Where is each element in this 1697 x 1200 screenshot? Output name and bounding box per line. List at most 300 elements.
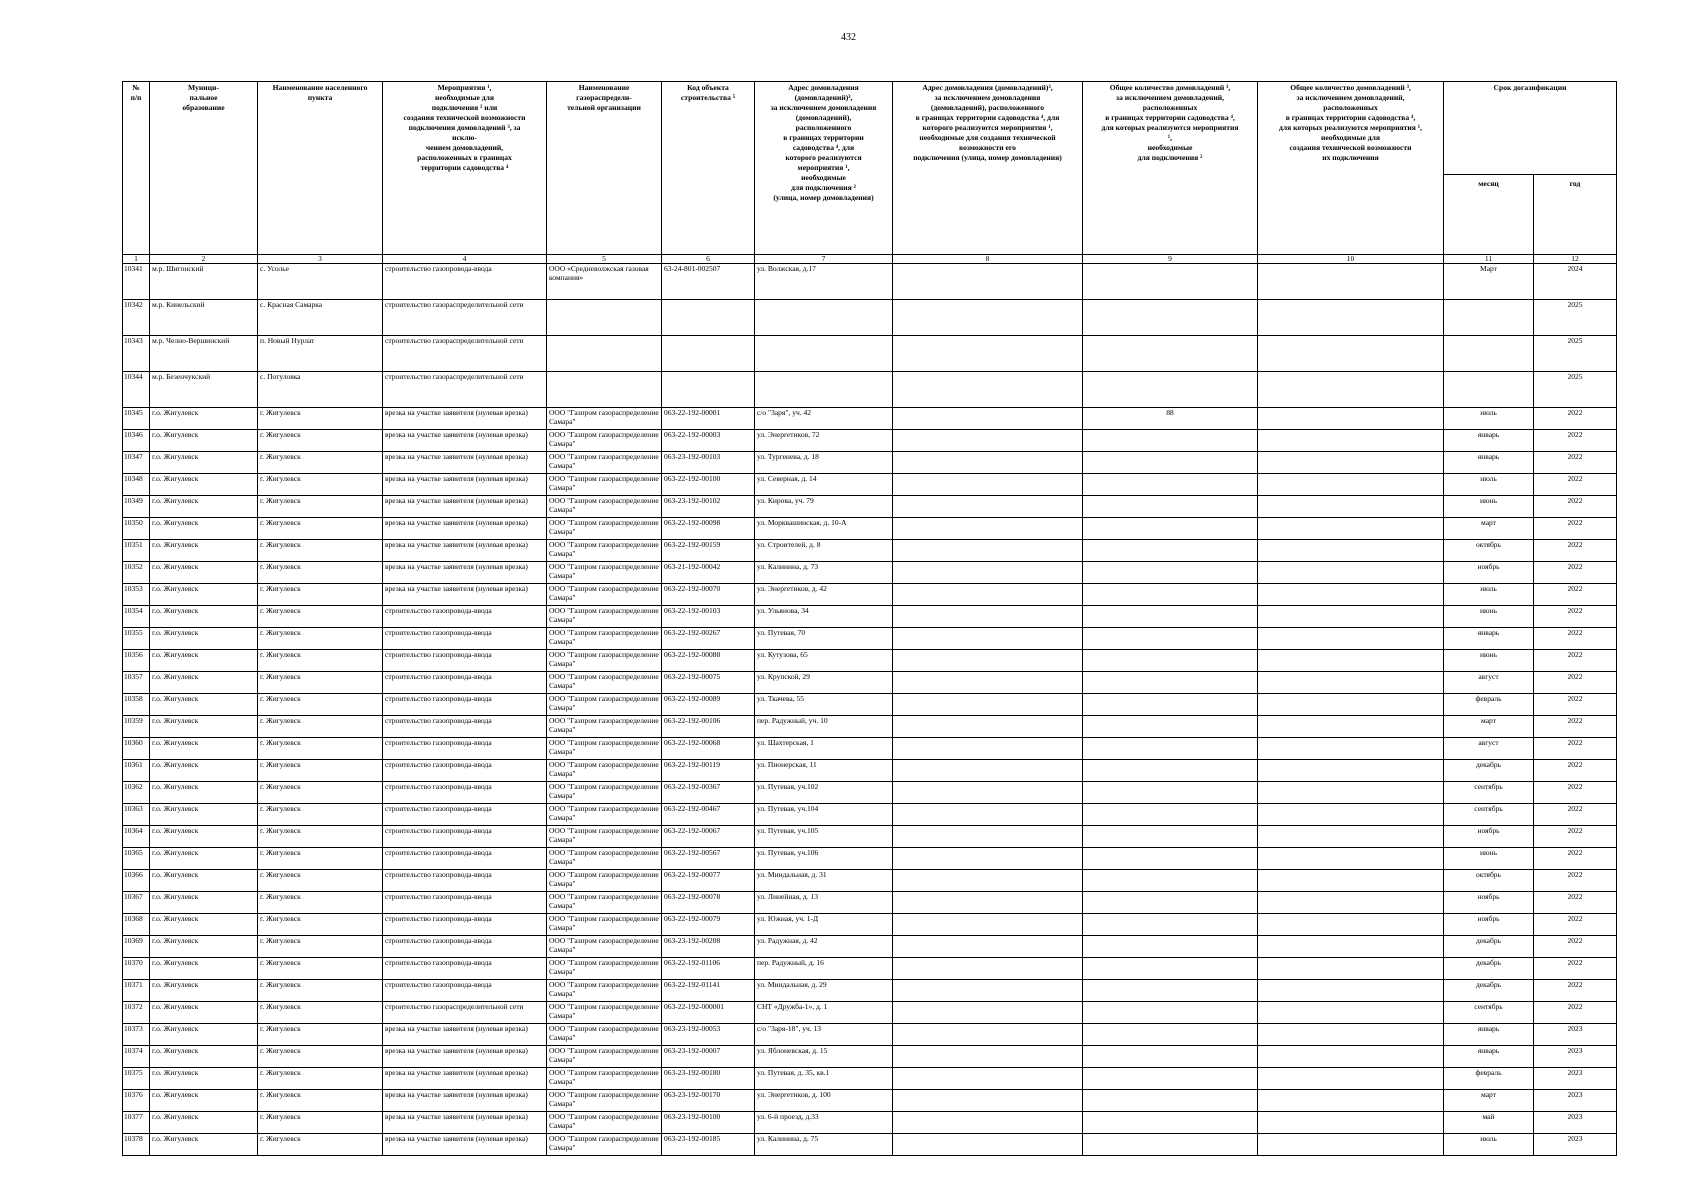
year-cell: 2022	[1534, 408, 1617, 430]
month-cell: декабрь	[1444, 760, 1534, 782]
household-count-cell	[1083, 540, 1258, 562]
table-row	[123, 452, 1617, 474]
object-code-cell: 063-22-192-00088	[662, 650, 755, 672]
year-cell: 2023	[1534, 1068, 1617, 1090]
header-c10	[1258, 82, 1444, 255]
household-count-cell	[1083, 892, 1258, 914]
organization-cell: ООО "Газпром газораспределение Самара"	[547, 914, 662, 936]
header-line: Мероприятия ¹,	[437, 83, 492, 92]
column-number: 10	[1258, 255, 1444, 264]
month-cell: июль	[1444, 474, 1534, 496]
household-count-cell	[1083, 694, 1258, 716]
month-cell: Март	[1444, 264, 1534, 300]
address-cell	[755, 300, 893, 336]
header-line: ¹,	[1167, 133, 1173, 142]
year-cell: 2022	[1534, 716, 1617, 738]
address-cell: ул. Миндальная, д. 31	[755, 870, 893, 892]
household-count-tech-cell	[1258, 804, 1444, 826]
organization-cell: ООО "Газпром газораспределение Самара"	[547, 1112, 662, 1134]
header-line: за исключением домовладений,	[1296, 93, 1405, 102]
address-cell: ул. Пионерская, 11	[755, 760, 893, 782]
settlement-cell: г. Жигулевск	[258, 430, 383, 452]
organization-cell	[547, 300, 662, 336]
household-count-tech-cell	[1258, 738, 1444, 760]
organization-cell	[547, 336, 662, 372]
address-tech-cell	[893, 430, 1083, 452]
organization-cell: ООО "Газпром газораспределение Самара"	[547, 848, 662, 870]
header-line: Адрес домовладения (домовладений)³,	[922, 83, 1053, 92]
row-number-cell: 10370	[123, 958, 150, 980]
month-cell: июль	[1444, 408, 1534, 430]
header-line: №	[132, 83, 140, 92]
address-cell: ул. Тургенева, д. 18	[755, 452, 893, 474]
settlement-cell: г. Жигулевск	[258, 782, 383, 804]
settlement-cell: г. Жигулевск	[258, 1090, 383, 1112]
table-row	[123, 408, 1617, 430]
measure-cell: строительство газопровода-ввода	[383, 870, 547, 892]
address-tech-cell	[893, 584, 1083, 606]
header-c3	[258, 82, 383, 255]
municipality-cell: г.о. Жигулевск	[150, 848, 258, 870]
month-cell	[1444, 336, 1534, 372]
address-cell: ул. Путевая, д. 35, кв.1	[755, 1068, 893, 1090]
header-line: Код объекта	[687, 83, 729, 92]
organization-cell: ООО "Газпром газораспределение Самара"	[547, 452, 662, 474]
municipality-cell: г.о. Жигулевск	[150, 496, 258, 518]
header-line: Наименование населенного	[272, 83, 368, 92]
settlement-cell: г. Жигулевск	[258, 672, 383, 694]
header-line: Общее количество домовладений ³,	[1109, 83, 1231, 92]
table-row	[123, 782, 1617, 804]
object-code-cell: 063-22-192-00068	[662, 738, 755, 760]
organization-cell: ООО "Газпром газораспределение Самара"	[547, 1068, 662, 1090]
settlement-cell: г. Жигулевск	[258, 496, 383, 518]
settlement-cell: г. Жигулевск	[258, 606, 383, 628]
household-count-tech-cell	[1258, 936, 1444, 958]
measure-cell: строительство газопровода-ввода	[383, 782, 547, 804]
municipality-cell: г.о. Жигулевск	[150, 1090, 258, 1112]
object-code-cell: 063-22-192-00079	[662, 914, 755, 936]
header-line: строительства ⁵	[680, 93, 736, 102]
header-line: территории садоводства ⁴	[420, 163, 509, 172]
address-tech-cell	[893, 892, 1083, 914]
header-line: Муници-	[188, 83, 219, 92]
household-count-cell	[1083, 628, 1258, 650]
organization-cell: ООО "Газпром газораспределение Самара"	[547, 628, 662, 650]
municipality-cell: г.о. Жигулевск	[150, 914, 258, 936]
month-cell: октябрь	[1444, 540, 1534, 562]
organization-cell: ООО "Газпром газораспределение Самара"	[547, 980, 662, 1002]
table-row	[123, 738, 1617, 760]
object-code-cell: 063-22-192-00067	[662, 826, 755, 848]
header-line: Адрес домовладения	[788, 83, 859, 92]
household-count-cell	[1083, 914, 1258, 936]
month-cell: август	[1444, 738, 1534, 760]
year-cell: 2022	[1534, 496, 1617, 518]
row-number-cell: 10346	[123, 430, 150, 452]
month-cell: декабрь	[1444, 936, 1534, 958]
settlement-cell: г. Жигулевск	[258, 452, 383, 474]
row-number-cell: 10356	[123, 650, 150, 672]
table-row	[123, 540, 1617, 562]
month-cell: октябрь	[1444, 870, 1534, 892]
table-row	[123, 958, 1617, 980]
row-number-cell: 10372	[123, 1002, 150, 1024]
settlement-cell: г. Жигулевск	[258, 474, 383, 496]
header-line: для которых реализуются мероприятия	[1101, 123, 1239, 132]
municipality-cell: г.о. Жигулевск	[150, 694, 258, 716]
household-count-tech-cell	[1258, 336, 1444, 372]
household-count-cell	[1083, 1134, 1258, 1156]
month-cell: июнь	[1444, 496, 1534, 518]
household-count-cell	[1083, 760, 1258, 782]
address-tech-cell	[893, 474, 1083, 496]
address-cell: ул. Крупской, 29	[755, 672, 893, 694]
municipality-cell: г.о. Жигулевск	[150, 738, 258, 760]
measure-cell: строительство газопровода-ввода	[383, 694, 547, 716]
column-number-row	[123, 255, 1617, 264]
object-code-cell: 063-23-192-00053	[662, 1024, 755, 1046]
settlement-cell: г. Жигулевск	[258, 804, 383, 826]
organization-cell: ООО "Газпром газораспределение Самара"	[547, 738, 662, 760]
row-number-cell: 10355	[123, 628, 150, 650]
address-cell: ул. Путевая, уч.102	[755, 782, 893, 804]
organization-cell: ООО "Газпром газораспределение Самара"	[547, 694, 662, 716]
header-line: возможности его	[959, 143, 1016, 152]
address-tech-cell	[893, 1112, 1083, 1134]
year-cell: 2022	[1534, 804, 1617, 826]
header-line: подключения (улица, номер домовладения)	[913, 153, 1062, 162]
row-number-cell: 10362	[123, 782, 150, 804]
organization-cell: ООО "Газпром газораспределение Самара"	[547, 892, 662, 914]
row-number-cell: 10353	[123, 584, 150, 606]
year-cell: 2022	[1534, 628, 1617, 650]
household-count-tech-cell	[1258, 694, 1444, 716]
row-number-cell: 10348	[123, 474, 150, 496]
organization-cell: ООО "Газпром газораспределение Самара"	[547, 1024, 662, 1046]
month-cell: сентябрь	[1444, 782, 1534, 804]
household-count-cell	[1083, 958, 1258, 980]
organization-cell: ООО "Газпром газораспределение Самара"	[547, 606, 662, 628]
object-code-cell	[662, 300, 755, 336]
object-code-cell: 063-22-192-00089	[662, 694, 755, 716]
municipality-cell: м.р. Кинельский	[150, 300, 258, 336]
column-number: 7	[755, 255, 893, 264]
household-count-cell	[1083, 300, 1258, 336]
household-count-tech-cell	[1258, 782, 1444, 804]
row-number-cell: 10363	[123, 804, 150, 826]
organization-cell: ООО "Газпром газораспределение Самара"	[547, 408, 662, 430]
household-count-cell	[1083, 336, 1258, 372]
object-code-cell	[662, 336, 755, 372]
year-cell: 2023	[1534, 1090, 1617, 1112]
measure-cell: врезка на участке заявителя (нулевая врезка)	[383, 496, 547, 518]
household-count-tech-cell	[1258, 1112, 1444, 1134]
year-cell: 2022	[1534, 782, 1617, 804]
address-tech-cell	[893, 958, 1083, 980]
municipality-cell: г.о. Жигулевск	[150, 452, 258, 474]
municipality-cell: м.р. Челно-Вершинский	[150, 336, 258, 372]
address-tech-cell	[893, 300, 1083, 336]
address-tech-cell	[893, 914, 1083, 936]
settlement-cell: г. Жигулевск	[258, 1046, 383, 1068]
address-cell: ул. Яблоневская, д. 15	[755, 1046, 893, 1068]
header-line: для которых реализуются мероприятия ¹,	[1279, 123, 1422, 132]
object-code-cell: 063-22-192-01141	[662, 980, 755, 1002]
row-number-cell: 10343	[123, 336, 150, 372]
household-count-tech-cell	[1258, 1090, 1444, 1112]
settlement-cell: г. Жигулевск	[258, 562, 383, 584]
header-line: необходимые	[1147, 143, 1193, 152]
header-line: для подключения ²	[1137, 153, 1203, 162]
settlement-cell: г. Жигулевск	[258, 584, 383, 606]
month-cell: июнь	[1444, 848, 1534, 870]
year-cell: 2022	[1534, 826, 1617, 848]
household-count-tech-cell	[1258, 540, 1444, 562]
header-year: год	[1534, 175, 1617, 255]
organization-cell: ООО "Газпром газораспределение Самара"	[547, 562, 662, 584]
organization-cell: ООО "Газпром газораспределение Самара"	[547, 1046, 662, 1068]
settlement-cell: г. Жигулевск	[258, 760, 383, 782]
object-code-cell: 063-22-192-00100	[662, 474, 755, 496]
municipality-cell: г.о. Жигулевск	[150, 1134, 258, 1156]
address-tech-cell	[893, 1024, 1083, 1046]
settlement-cell: г. Жигулевск	[258, 892, 383, 914]
row-number-cell: 10351	[123, 540, 150, 562]
household-count-tech-cell	[1258, 606, 1444, 628]
year-cell: 2022	[1534, 606, 1617, 628]
header-line: пальное	[189, 93, 218, 102]
object-code-cell: 063-22-192-00467	[662, 804, 755, 826]
month-cell: февраль	[1444, 1068, 1534, 1090]
household-count-tech-cell	[1258, 716, 1444, 738]
month-cell: декабрь	[1444, 958, 1534, 980]
organization-cell: ООО "Газпром газораспределение Самара"	[547, 1090, 662, 1112]
row-number-cell: 10366	[123, 870, 150, 892]
measure-cell: строительство газопровода-ввода	[383, 958, 547, 980]
address-cell: ул. Южная, уч. 1-Д	[755, 914, 893, 936]
organization-cell: ООО "Газпром газораспределение Самара"	[547, 804, 662, 826]
header-line: создания технической возможности	[1289, 143, 1412, 152]
settlement-cell: г. Жигулевск	[258, 826, 383, 848]
settlement-cell: с. Красная Самарка	[258, 300, 383, 336]
measure-cell: строительство газопровода-ввода	[383, 936, 547, 958]
row-number-cell: 10361	[123, 760, 150, 782]
header-line: расположенного	[795, 123, 852, 132]
header-line: за исключением домовладений,	[1116, 93, 1224, 102]
object-code-cell: 063-22-192-00070	[662, 584, 755, 606]
household-count-tech-cell	[1258, 474, 1444, 496]
year-cell: 2022	[1534, 562, 1617, 584]
month-cell: январь	[1444, 452, 1534, 474]
row-number-cell: 10349	[123, 496, 150, 518]
address-tech-cell	[893, 848, 1083, 870]
row-number-cell: 10358	[123, 694, 150, 716]
row-number-cell: 10359	[123, 716, 150, 738]
municipality-cell: м.р. Безенчукский	[150, 372, 258, 408]
year-cell: 2022	[1534, 738, 1617, 760]
settlement-cell: г. Жигулевск	[258, 650, 383, 672]
organization-cell: ООО "Газпром газораспределение Самара"	[547, 540, 662, 562]
address-tech-cell	[893, 372, 1083, 408]
header-c2	[150, 82, 258, 255]
measure-cell: врезка на участке заявителя (нулевая врезка)	[383, 1046, 547, 1068]
address-cell: ул. Энергетиков, д. 100	[755, 1090, 893, 1112]
table-row	[123, 474, 1617, 496]
address-tech-cell	[893, 694, 1083, 716]
household-count-cell	[1083, 1002, 1258, 1024]
address-tech-cell	[893, 826, 1083, 848]
household-count-cell	[1083, 782, 1258, 804]
gasification-register-table	[122, 81, 1617, 1156]
month-cell: ноябрь	[1444, 914, 1534, 936]
object-code-cell: 063-22-192-00001	[662, 408, 755, 430]
row-number-cell: 10347	[123, 452, 150, 474]
address-tech-cell	[893, 716, 1083, 738]
table-row	[123, 760, 1617, 782]
month-cell: январь	[1444, 430, 1534, 452]
settlement-cell: г. Жигулевск	[258, 936, 383, 958]
row-number-cell: 10344	[123, 372, 150, 408]
address-cell: ул. Кирова, уч. 79	[755, 496, 893, 518]
measure-cell: врезка на участке заявителя (нулевая врезка)	[383, 1024, 547, 1046]
measure-cell: врезка на участке заявителя (нулевая врезка)	[383, 1134, 547, 1156]
header-deadline: Срок догазификации	[1444, 82, 1617, 175]
municipality-cell: г.о. Жигулевск	[150, 584, 258, 606]
month-cell: январь	[1444, 1046, 1534, 1068]
measure-cell: врезка на участке заявителя (нулевая врезка)	[383, 408, 547, 430]
row-number-cell: 10352	[123, 562, 150, 584]
settlement-cell: г. Жигулевск	[258, 958, 383, 980]
object-code-cell: 063-22-192-00119	[662, 760, 755, 782]
municipality-cell: г.о. Жигулевск	[150, 804, 258, 826]
object-code-cell: 063-22-192-01106	[662, 958, 755, 980]
address-tech-cell	[893, 452, 1083, 474]
object-code-cell: 063-22-192-000001	[662, 1002, 755, 1024]
month-cell: январь	[1444, 1024, 1534, 1046]
header-line: подключения ² или	[431, 103, 498, 112]
organization-cell: ООО "Газпром газораспределение Самара"	[547, 826, 662, 848]
month-cell: июнь	[1444, 650, 1534, 672]
table-row	[123, 372, 1617, 408]
table-row	[123, 1112, 1617, 1134]
row-number-cell: 10360	[123, 738, 150, 760]
settlement-cell: п. Новый Нурлат	[258, 336, 383, 372]
object-code-cell: 063-21-192-00042	[662, 562, 755, 584]
year-cell: 2025	[1534, 372, 1617, 408]
table-row	[123, 892, 1617, 914]
address-cell: ул. Радужная, д. 42	[755, 936, 893, 958]
address-tech-cell	[893, 804, 1083, 826]
header-line: в границах территории садоводства ⁴, для	[915, 113, 1060, 122]
object-code-cell: 063-22-192-00367	[662, 782, 755, 804]
household-count-tech-cell	[1258, 452, 1444, 474]
address-tech-cell	[893, 936, 1083, 958]
settlement-cell: г. Жигулевск	[258, 628, 383, 650]
year-cell: 2022	[1534, 892, 1617, 914]
address-tech-cell	[893, 1134, 1083, 1156]
household-count-tech-cell	[1258, 1024, 1444, 1046]
row-number-cell: 10364	[123, 826, 150, 848]
municipality-cell: г.о. Жигулевск	[150, 672, 258, 694]
row-number-cell: 10371	[123, 980, 150, 1002]
header-c8	[893, 82, 1083, 255]
year-cell: 2022	[1534, 540, 1617, 562]
row-number-cell: 10345	[123, 408, 150, 430]
measure-cell: строительство газопровода-ввода	[383, 760, 547, 782]
year-cell: 2022	[1534, 518, 1617, 540]
household-count-cell	[1083, 1068, 1258, 1090]
address-cell: ул. Северная, д. 14	[755, 474, 893, 496]
object-code-cell: 063-22-192-00567	[662, 848, 755, 870]
header-line: расположенных	[1142, 103, 1198, 112]
household-count-tech-cell	[1258, 980, 1444, 1002]
row-number-cell: 10342	[123, 300, 150, 336]
table-row	[123, 694, 1617, 716]
object-code-cell: 063-22-192-00078	[662, 892, 755, 914]
household-count-cell	[1083, 650, 1258, 672]
year-cell: 2022	[1534, 452, 1617, 474]
organization-cell: ООО "Газпром газораспределение Самара"	[547, 584, 662, 606]
household-count-tech-cell	[1258, 650, 1444, 672]
table-row	[123, 1134, 1617, 1156]
object-code-cell: 063-23-192-00185	[662, 1134, 755, 1156]
header-line: исклю-	[452, 133, 477, 142]
row-number-cell: 10378	[123, 1134, 150, 1156]
address-tech-cell	[893, 760, 1083, 782]
settlement-cell: г. Жигулевск	[258, 1024, 383, 1046]
row-number-cell: 10373	[123, 1024, 150, 1046]
address-tech-cell	[893, 336, 1083, 372]
object-code-cell: 063-23-192-00180	[662, 1068, 755, 1090]
address-cell	[755, 336, 893, 372]
settlement-cell: г. Жигулевск	[258, 540, 383, 562]
municipality-cell: г.о. Жигулевск	[150, 1068, 258, 1090]
household-count-cell	[1083, 980, 1258, 1002]
address-tech-cell	[893, 782, 1083, 804]
column-number: 3	[258, 255, 383, 264]
header-c7	[755, 82, 893, 255]
address-cell: ул. Кутузова, 65	[755, 650, 893, 672]
object-code-cell: 63-24-801-002507	[662, 264, 755, 300]
measure-cell: строительство газопровода-ввода	[383, 264, 547, 300]
header-line: для подключения ²	[791, 183, 856, 192]
header-line: в границах территории	[783, 133, 864, 142]
year-cell: 2022	[1534, 474, 1617, 496]
measure-cell: строительство газопровода-ввода	[383, 716, 547, 738]
household-count-cell	[1083, 1024, 1258, 1046]
header-line: которого реализуются	[785, 153, 862, 162]
measure-cell: строительство газопровода-ввода	[383, 650, 547, 672]
municipality-cell: г.о. Жигулевск	[150, 430, 258, 452]
year-cell: 2022	[1534, 650, 1617, 672]
table-row	[123, 650, 1617, 672]
header-c1	[123, 82, 150, 255]
table-row	[123, 518, 1617, 540]
month-cell: июль	[1444, 1134, 1534, 1156]
measure-cell: строительство газораспределительной сети	[383, 336, 547, 372]
measure-cell: строительство газораспределительной сети	[383, 372, 547, 408]
month-cell: август	[1444, 672, 1534, 694]
address-tech-cell	[893, 650, 1083, 672]
row-number-cell: 10369	[123, 936, 150, 958]
household-count-tech-cell	[1258, 1134, 1444, 1156]
column-number: 2	[150, 255, 258, 264]
household-count-cell	[1083, 430, 1258, 452]
household-count-tech-cell	[1258, 372, 1444, 408]
row-number-cell: 10341	[123, 264, 150, 300]
object-code-cell: 063-23-192-00007	[662, 1046, 755, 1068]
